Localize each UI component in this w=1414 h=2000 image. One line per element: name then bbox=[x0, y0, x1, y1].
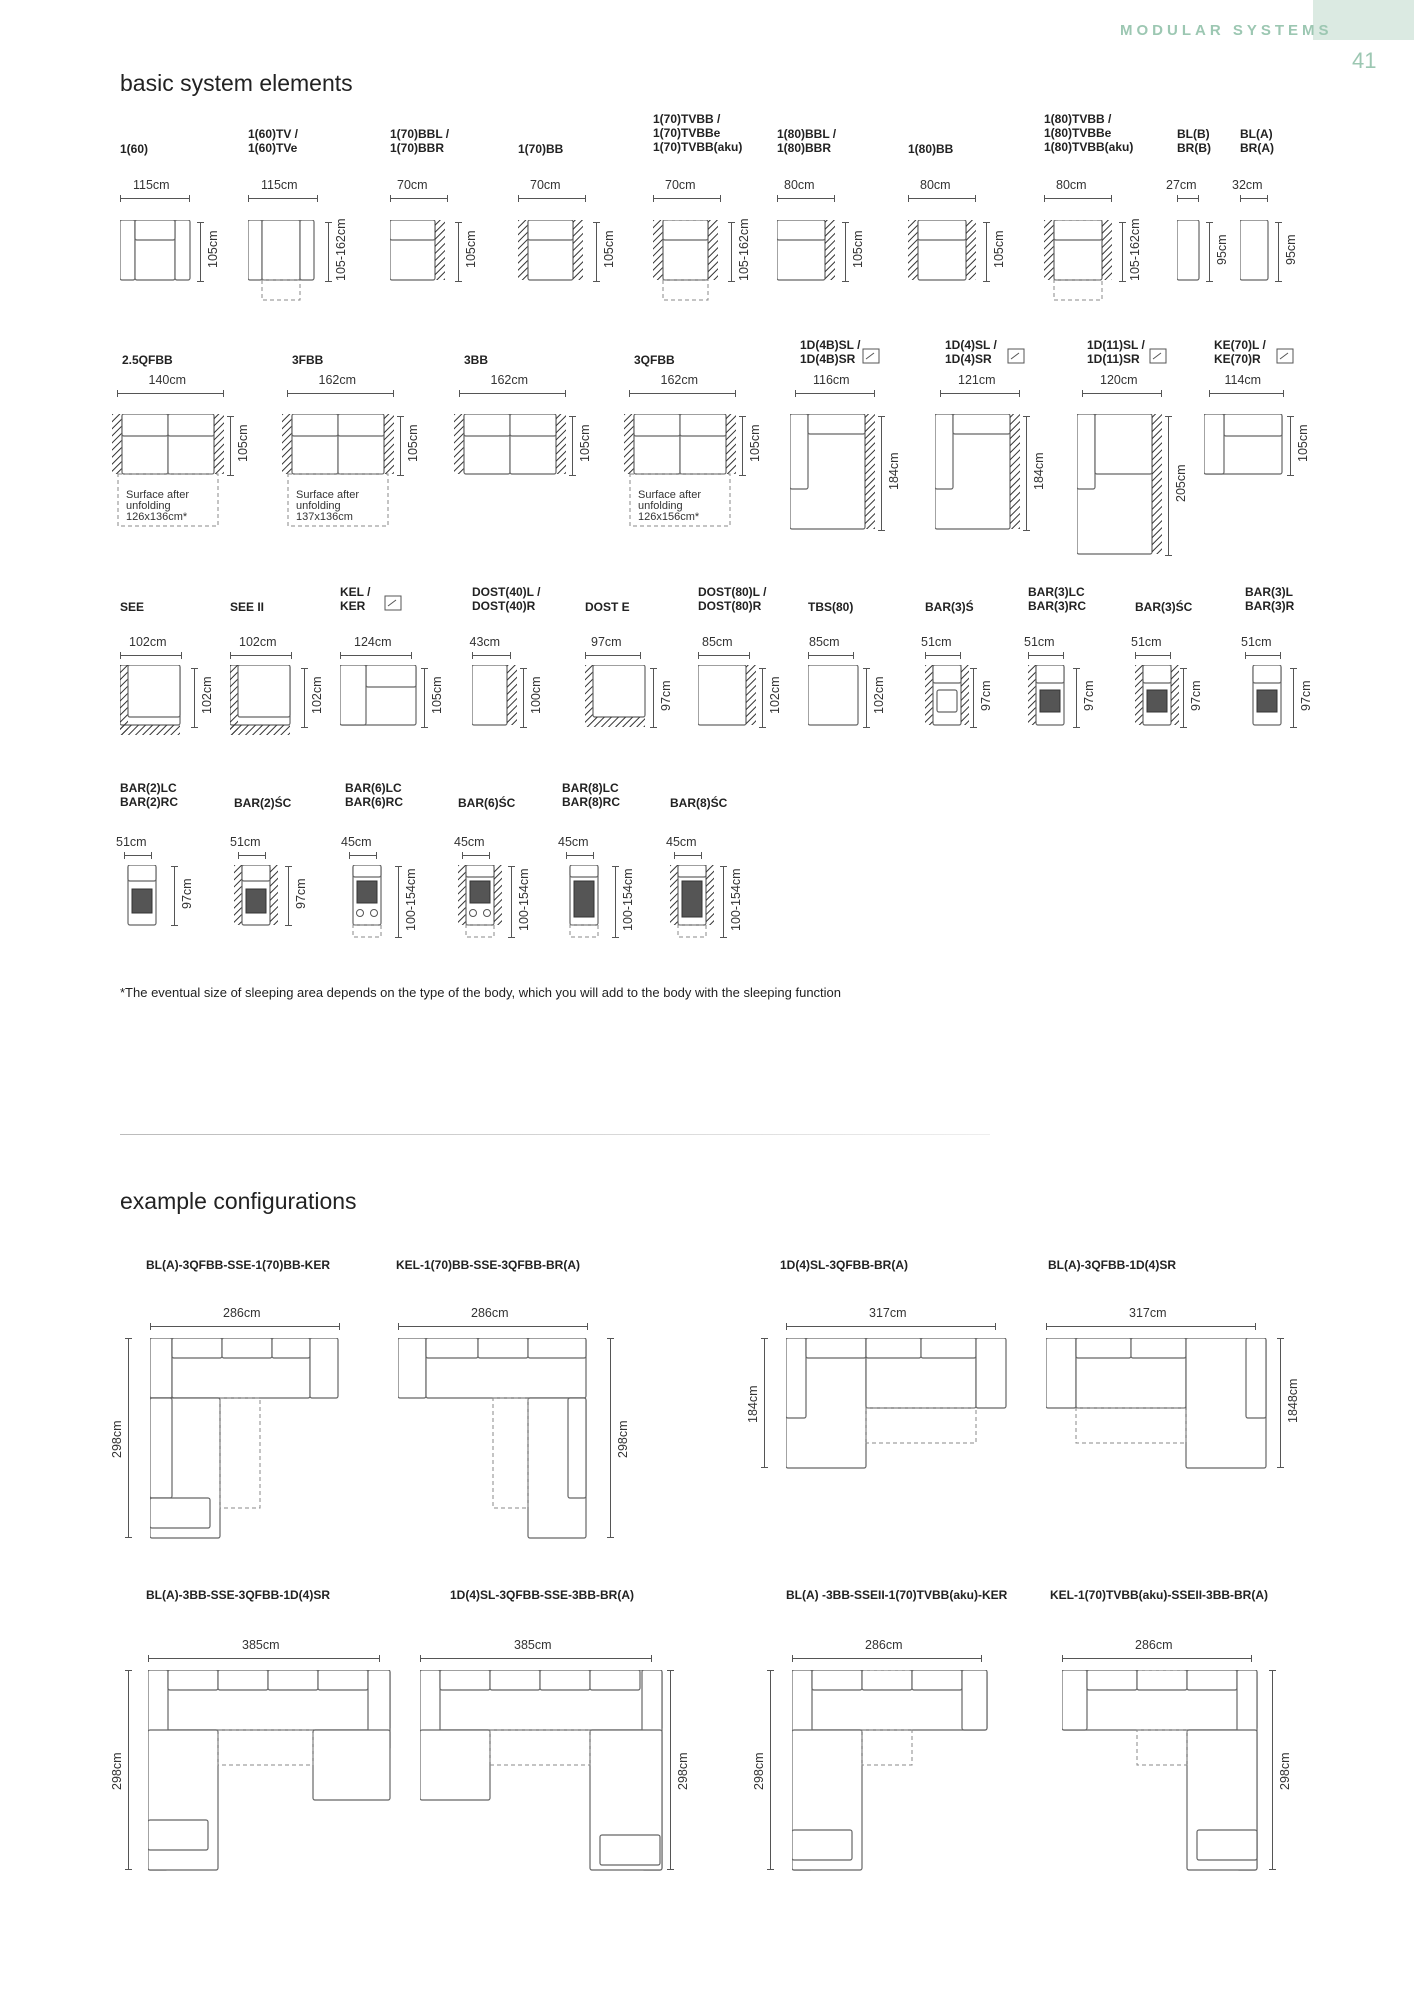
example-configurations-title: example configurations bbox=[120, 1188, 357, 1214]
module-label-r1-0: 1(60) bbox=[120, 142, 149, 156]
module-drawing-r2-2 bbox=[454, 414, 568, 529]
module-label-r1-7: 1(80)TVBB / 1(80)TVBBe 1(80)TVBB(aku) bbox=[1044, 112, 1134, 154]
height-r4-1: 97cm bbox=[294, 878, 308, 909]
height-r1-1: 105-162cm bbox=[334, 218, 348, 281]
module-label-r4-0: BAR(2)LC BAR(2)RC bbox=[120, 781, 178, 809]
module-label-r2-6: 1D(11)SL / 1D(11)SR bbox=[1087, 338, 1145, 366]
configuration-name-5: 1D(4)SL-3QFBB-SSE-3BB-BR(A) bbox=[450, 1588, 635, 1602]
height-dimension-line bbox=[653, 668, 654, 728]
configuration-height-2: 184cm bbox=[746, 1385, 760, 1423]
module-label-r3-7: BAR(3)Ś bbox=[925, 600, 974, 614]
height-r1-7: 105-162cm bbox=[1128, 218, 1142, 281]
width-r1-2: 70cm bbox=[397, 178, 428, 192]
width-dimension-line bbox=[1240, 198, 1268, 199]
configuration-name-2: 1D(4)SL-3QFBB-BR(A) bbox=[780, 1258, 908, 1272]
basic-elements-title: basic system elements bbox=[120, 70, 353, 96]
configuration-width-4: 385cm bbox=[242, 1638, 280, 1652]
height-r1-5: 105cm bbox=[851, 230, 865, 268]
module-drawing-r1-7 bbox=[1044, 220, 1114, 302]
width-r1-0: 115cm bbox=[133, 178, 170, 192]
width-r3-6: 85cm bbox=[809, 635, 840, 649]
width-dimension-line bbox=[398, 1326, 588, 1327]
module-label-r2-2: 3BB bbox=[464, 353, 489, 367]
module-drawing-r3-10 bbox=[1245, 665, 1291, 741]
footnote: *The eventual size of sleeping area depends on the type of the body, which you will add to the body with the sleeping function bbox=[120, 985, 842, 1000]
width-dimension-line bbox=[518, 198, 586, 199]
configuration-name-7: KEL-1(70)TVBB(aku)-SSEII-3BB-BR(A) bbox=[1050, 1588, 1269, 1602]
module-drawing-r1-4 bbox=[653, 220, 723, 302]
divider bbox=[120, 1134, 990, 1135]
configuration-drawing-2 bbox=[786, 1338, 1010, 1472]
width-dimension-line bbox=[472, 655, 511, 656]
configuration-name-6: BL(A) -3BB-SSEII-1(70)TVBB(aku)-KER bbox=[786, 1588, 1008, 1602]
configuration-height-3: 1848cm bbox=[1286, 1378, 1300, 1423]
configuration-height-7: 298cm bbox=[1278, 1752, 1292, 1790]
configuration-width-7: 286cm bbox=[1135, 1638, 1173, 1652]
module-label-r3-3: DOST(40)L / DOST(40)R bbox=[472, 585, 541, 613]
height-dimension-line bbox=[174, 866, 175, 926]
height-r3-1: 102cm bbox=[310, 676, 324, 714]
width-r3-2: 124cm bbox=[354, 635, 392, 649]
module-drawing-r4-0 bbox=[120, 865, 170, 941]
width-dimension-line bbox=[230, 655, 292, 656]
module-drawing-r3-3 bbox=[472, 665, 521, 741]
width-r4-1: 51cm bbox=[230, 835, 261, 849]
width-r2-2: 162cm bbox=[490, 373, 529, 387]
width-dimension-line bbox=[1135, 655, 1171, 656]
height-dimension-line bbox=[881, 416, 882, 531]
width-dimension-line bbox=[940, 393, 1020, 394]
width-dimension-line bbox=[420, 1658, 652, 1659]
height-dimension-line bbox=[1122, 222, 1123, 282]
height-r1-2: 105cm bbox=[464, 230, 478, 268]
width-r1-4: 70cm bbox=[665, 178, 696, 192]
module-drawing-r3-0 bbox=[120, 665, 192, 741]
width-r1-1: 115cm bbox=[261, 178, 298, 192]
height-r1-4: 105-162cm bbox=[737, 218, 751, 281]
module-label-r2-1: 3FBB bbox=[292, 353, 324, 367]
configuration-drawing-3 bbox=[1046, 1338, 1270, 1472]
module-label-r4-4: BAR(8)LC BAR(8)RC bbox=[562, 781, 620, 809]
width-dimension-line bbox=[698, 655, 750, 656]
height-dimension-line bbox=[1278, 222, 1279, 282]
height-dimension-line bbox=[194, 668, 195, 728]
module-label-r3-4: DOST E bbox=[585, 600, 630, 614]
module-label-r1-6: 1(80)BB bbox=[908, 142, 954, 156]
sleep-function-icon bbox=[862, 348, 880, 364]
width-r2-3: 162cm bbox=[660, 373, 699, 387]
configuration-drawing-6 bbox=[792, 1670, 996, 1874]
height-r3-5: 102cm bbox=[768, 676, 782, 714]
height-r3-9: 97cm bbox=[1189, 680, 1203, 711]
module-label-r1-3: 1(70)BB bbox=[518, 142, 564, 156]
height-dimension-line bbox=[986, 222, 987, 282]
module-label-r1-5: 1(80)BBL / 1(80)BBR bbox=[777, 127, 837, 155]
height-dimension-line bbox=[1209, 222, 1210, 282]
height-dimension-line bbox=[400, 416, 401, 476]
module-drawing-r3-9 bbox=[1135, 665, 1181, 741]
configuration-height-6: 298cm bbox=[752, 1752, 766, 1790]
configuration-height-line-6 bbox=[770, 1670, 771, 1870]
width-r3-4: 97cm bbox=[591, 635, 622, 649]
page-number: 41 bbox=[1352, 48, 1377, 73]
width-r4-3: 45cm bbox=[454, 835, 485, 849]
configuration-width-1: 286cm bbox=[471, 1306, 509, 1320]
module-drawing-r1-1 bbox=[248, 220, 320, 302]
width-r2-0: 140cm bbox=[148, 373, 187, 387]
unfold-surface-note: Surface after unfolding 126x156cm* bbox=[638, 489, 701, 523]
module-label-r1-9: BL(A) BR(A) bbox=[1240, 127, 1274, 155]
configuration-height-1: 298cm bbox=[616, 1420, 630, 1458]
width-r2-4: 116cm bbox=[813, 373, 850, 387]
width-r3-9: 51cm bbox=[1131, 635, 1162, 649]
height-r2-6: 205cm bbox=[1174, 464, 1188, 502]
configuration-height-line-4 bbox=[128, 1670, 129, 1870]
width-dimension-line bbox=[808, 655, 854, 656]
configuration-height-line-0 bbox=[128, 1338, 129, 1538]
width-dimension-line bbox=[1245, 655, 1281, 656]
width-r4-0: 51cm bbox=[116, 835, 147, 849]
height-r2-4: 184cm bbox=[887, 451, 901, 490]
module-drawing-r1-9 bbox=[1240, 220, 1270, 302]
width-dimension-line bbox=[786, 1326, 996, 1327]
module-drawing-r1-3 bbox=[518, 220, 588, 302]
module-label-r3-6: TBS(80) bbox=[808, 600, 854, 614]
height-r3-8: 97cm bbox=[1082, 680, 1096, 711]
configuration-height-line-2 bbox=[764, 1338, 765, 1468]
height-dimension-line bbox=[523, 668, 524, 728]
height-dimension-line bbox=[230, 416, 231, 476]
width-dimension-line bbox=[248, 198, 318, 199]
width-dimension-line bbox=[792, 1658, 982, 1659]
height-dimension-line bbox=[742, 416, 743, 476]
height-r4-4: 100-154cm bbox=[621, 868, 635, 931]
height-r2-7: 105cm bbox=[1296, 424, 1310, 462]
height-dimension-line bbox=[866, 668, 867, 728]
module-label-r4-2: BAR(6)LC BAR(6)RC bbox=[345, 781, 403, 809]
width-r3-7: 51cm bbox=[921, 635, 952, 649]
width-dimension-line bbox=[1044, 198, 1112, 199]
configuration-name-1: KEL-1(70)BB-SSE-3QFBB-BR(A) bbox=[396, 1258, 581, 1272]
width-dimension-line bbox=[908, 198, 976, 199]
width-dimension-line bbox=[238, 855, 266, 856]
configuration-width-2: 317cm bbox=[869, 1306, 907, 1320]
width-dimension-line bbox=[585, 655, 641, 656]
height-dimension-line bbox=[615, 866, 616, 938]
module-drawing-r2-7 bbox=[1204, 414, 1286, 529]
sleep-function-icon bbox=[1007, 348, 1025, 364]
width-r1-3: 70cm bbox=[530, 178, 561, 192]
configuration-name-0: BL(A)-3QFBB-SSE-1(70)BB-KER bbox=[146, 1258, 331, 1272]
module-label-r3-10: BAR(3)L BAR(3)R bbox=[1245, 585, 1295, 613]
width-r3-10: 51cm bbox=[1241, 635, 1272, 649]
width-dimension-line bbox=[566, 855, 594, 856]
width-r3-0: 102cm bbox=[129, 635, 167, 649]
module-label-r3-9: BAR(3)ŚC bbox=[1135, 600, 1193, 614]
height-dimension-line bbox=[723, 866, 724, 938]
height-dimension-line bbox=[1026, 416, 1027, 531]
configuration-width-0: 286cm bbox=[223, 1306, 261, 1320]
height-dimension-line bbox=[1168, 416, 1169, 556]
height-dimension-line bbox=[572, 416, 573, 476]
width-r3-3: 43cm bbox=[469, 635, 501, 649]
configuration-height-5: 298cm bbox=[676, 1752, 690, 1790]
module-drawing-r1-8 bbox=[1177, 220, 1201, 302]
height-dimension-line bbox=[1290, 416, 1291, 476]
height-r2-1: 105cm bbox=[406, 424, 420, 462]
height-dimension-line bbox=[304, 668, 305, 728]
module-drawing-r4-2 bbox=[345, 865, 394, 941]
configuration-name-3: BL(A)-3QFBB-1D(4)SR bbox=[1048, 1258, 1176, 1272]
configuration-height-line-1 bbox=[610, 1338, 611, 1538]
height-r3-10: 97cm bbox=[1299, 680, 1313, 711]
width-dimension-line bbox=[148, 1658, 380, 1659]
width-r2-1: 162cm bbox=[318, 373, 357, 387]
module-drawing-r2-5 bbox=[935, 414, 1022, 584]
module-label-r3-1: SEE II bbox=[230, 600, 265, 614]
height-r3-0: 102cm bbox=[200, 676, 214, 714]
module-label-r1-4: 1(70)TVBB / 1(70)TVBBe 1(70)TVBB(aku) bbox=[653, 112, 743, 154]
height-dimension-line bbox=[200, 222, 201, 282]
module-drawing-r1-0 bbox=[120, 220, 192, 302]
height-dimension-line bbox=[731, 222, 732, 282]
module-label-r3-0: SEE bbox=[120, 600, 145, 614]
width-r4-2: 45cm bbox=[341, 835, 372, 849]
height-r1-0: 105cm bbox=[206, 230, 220, 268]
sleep-function-icon bbox=[1149, 348, 1167, 364]
configuration-height-line-7 bbox=[1272, 1670, 1273, 1870]
height-dimension-line bbox=[458, 222, 459, 282]
module-drawing-r1-5 bbox=[777, 220, 837, 302]
width-dimension-line bbox=[117, 393, 224, 394]
height-r3-2: 105cm bbox=[430, 676, 444, 714]
module-drawing-r4-5 bbox=[670, 865, 719, 941]
width-r2-7: 114cm bbox=[1224, 373, 1262, 387]
height-r2-3: 105cm bbox=[748, 424, 762, 462]
width-r1-9: 32cm bbox=[1232, 178, 1263, 192]
height-r2-2: 105cm bbox=[578, 424, 592, 462]
width-dimension-line bbox=[795, 393, 875, 394]
module-drawing-r2-4 bbox=[790, 414, 877, 584]
width-dimension-line bbox=[340, 655, 412, 656]
height-dimension-line bbox=[762, 668, 763, 728]
height-r3-7: 97cm bbox=[979, 680, 993, 711]
width-dimension-line bbox=[1082, 393, 1162, 394]
module-drawing-r4-3 bbox=[458, 865, 507, 941]
configuration-drawing-0 bbox=[150, 1338, 354, 1542]
height-dimension-line bbox=[1183, 668, 1184, 728]
height-dimension-line bbox=[424, 668, 425, 728]
width-dimension-line bbox=[287, 393, 394, 394]
width-r3-5: 85cm bbox=[702, 635, 733, 649]
module-label-r3-8: BAR(3)LC BAR(3)RC bbox=[1028, 585, 1086, 613]
module-label-r4-3: BAR(6)ŚC bbox=[458, 796, 516, 810]
module-label-r3-5: DOST(80)L / DOST(80)R bbox=[698, 585, 767, 613]
module-drawing-r3-5 bbox=[698, 665, 760, 741]
width-r4-5: 45cm bbox=[666, 835, 697, 849]
height-r1-6: 105cm bbox=[992, 230, 1006, 268]
width-dimension-line bbox=[124, 855, 152, 856]
module-label-r2-4: 1D(4B)SL / 1D(4B)SR bbox=[800, 338, 861, 366]
module-label-r2-7: KE(70)L / KE(70)R bbox=[1214, 338, 1266, 366]
height-dimension-line bbox=[1293, 668, 1294, 728]
height-r4-3: 100-154cm bbox=[517, 868, 531, 931]
module-drawing-r3-1 bbox=[230, 665, 302, 741]
sleep-function-icon bbox=[384, 595, 402, 611]
width-dimension-line bbox=[777, 198, 835, 199]
module-label-r1-2: 1(70)BBL / 1(70)BBR bbox=[390, 127, 450, 155]
configuration-height-line-3 bbox=[1280, 1338, 1281, 1468]
height-r1-9: 95cm bbox=[1284, 234, 1298, 265]
width-dimension-line bbox=[925, 655, 961, 656]
height-r3-4: 97cm bbox=[659, 680, 673, 711]
width-r4-4: 45cm bbox=[558, 835, 589, 849]
unfold-surface-note: Surface after unfolding 126x136cm* bbox=[126, 489, 189, 523]
width-dimension-line bbox=[1046, 1326, 1256, 1327]
configuration-width-5: 385cm bbox=[514, 1638, 552, 1652]
module-drawing-r3-6 bbox=[808, 665, 864, 741]
width-r3-1: 102cm bbox=[239, 635, 277, 649]
width-r1-7: 80cm bbox=[1056, 178, 1087, 192]
width-dimension-line bbox=[1028, 655, 1064, 656]
height-dimension-line bbox=[288, 866, 289, 926]
width-dimension-line bbox=[462, 855, 490, 856]
sleep-function-icon bbox=[1276, 348, 1294, 364]
configuration-drawing-1 bbox=[398, 1338, 602, 1542]
width-r2-5: 121cm bbox=[958, 373, 996, 387]
height-dimension-line bbox=[973, 668, 974, 728]
configuration-width-3: 317cm bbox=[1129, 1306, 1167, 1320]
width-dimension-line bbox=[674, 855, 702, 856]
module-drawing-r2-6 bbox=[1077, 414, 1164, 609]
height-r2-0: 105cm bbox=[236, 424, 250, 462]
height-r3-6: 102cm bbox=[872, 676, 886, 714]
module-label-r2-3: 3QFBB bbox=[634, 353, 675, 367]
width-dimension-line bbox=[390, 198, 448, 199]
module-label-r2-0: 2.5QFBB bbox=[122, 353, 173, 367]
height-dimension-line bbox=[511, 866, 512, 938]
module-drawing-r3-4 bbox=[585, 665, 651, 741]
height-r1-3: 105cm bbox=[602, 230, 616, 268]
height-dimension-line bbox=[1076, 668, 1077, 728]
configuration-name-4: BL(A)-3BB-SSE-3QFBB-1D(4)SR bbox=[146, 1588, 331, 1602]
width-dimension-line bbox=[629, 393, 736, 394]
configuration-width-6: 286cm bbox=[865, 1638, 903, 1652]
configuration-height-line-5 bbox=[670, 1670, 671, 1870]
width-dimension-line bbox=[120, 198, 190, 199]
module-label-r2-5: 1D(4)SL / 1D(4)SR bbox=[945, 338, 997, 366]
width-r3-8: 51cm bbox=[1024, 635, 1055, 649]
width-dimension-line bbox=[1062, 1658, 1252, 1659]
unfold-surface-note: Surface after unfolding 137x136cm bbox=[296, 489, 359, 523]
height-r4-0: 97cm bbox=[180, 878, 194, 909]
width-dimension-line bbox=[459, 393, 566, 394]
height-dimension-line bbox=[596, 222, 597, 282]
module-drawing-r3-8 bbox=[1028, 665, 1074, 741]
height-dimension-line bbox=[845, 222, 846, 282]
height-r3-3: 100cm bbox=[529, 676, 543, 714]
height-dimension-line bbox=[328, 222, 329, 282]
configuration-height-4: 298cm bbox=[110, 1752, 124, 1790]
module-label-r1-1: 1(60)TV / 1(60)TVe bbox=[248, 127, 299, 155]
module-drawing-r4-4 bbox=[562, 865, 611, 941]
width-dimension-line bbox=[1177, 198, 1199, 199]
width-dimension-line bbox=[150, 1326, 340, 1327]
module-drawing-r1-6 bbox=[908, 220, 978, 302]
width-r2-6: 120cm bbox=[1100, 373, 1138, 387]
module-drawing-r3-2 bbox=[340, 665, 422, 741]
height-dimension-line bbox=[398, 866, 399, 938]
height-r4-2: 100-154cm bbox=[404, 868, 418, 931]
module-label-r4-5: BAR(8)ŚC bbox=[670, 796, 728, 810]
configuration-height-0: 298cm bbox=[110, 1420, 124, 1458]
module-drawing-r4-1 bbox=[234, 865, 284, 941]
module-label-r4-1: BAR(2)ŚC bbox=[234, 796, 292, 810]
width-r1-5: 80cm bbox=[784, 178, 815, 192]
configuration-drawing-7 bbox=[1062, 1670, 1266, 1874]
height-r1-8: 95cm bbox=[1215, 234, 1229, 265]
width-dimension-line bbox=[653, 198, 721, 199]
width-r1-6: 80cm bbox=[920, 178, 951, 192]
module-drawing-r3-7 bbox=[925, 665, 971, 741]
section-header: MODULAR SYSTEMS bbox=[1120, 22, 1333, 39]
module-label-r3-2: KEL / KER bbox=[340, 585, 371, 613]
width-dimension-line bbox=[120, 655, 182, 656]
configuration-drawing-4 bbox=[148, 1670, 394, 1874]
width-dimension-line bbox=[349, 855, 377, 856]
width-r1-8: 27cm bbox=[1166, 178, 1197, 192]
height-r4-5: 100-154cm bbox=[729, 868, 743, 931]
width-dimension-line bbox=[1209, 393, 1284, 394]
height-r2-5: 184cm bbox=[1032, 451, 1046, 490]
module-drawing-r1-2 bbox=[390, 220, 450, 302]
module-label-r1-8: BL(B) BR(B) bbox=[1177, 127, 1211, 155]
configuration-drawing-5 bbox=[420, 1670, 666, 1874]
